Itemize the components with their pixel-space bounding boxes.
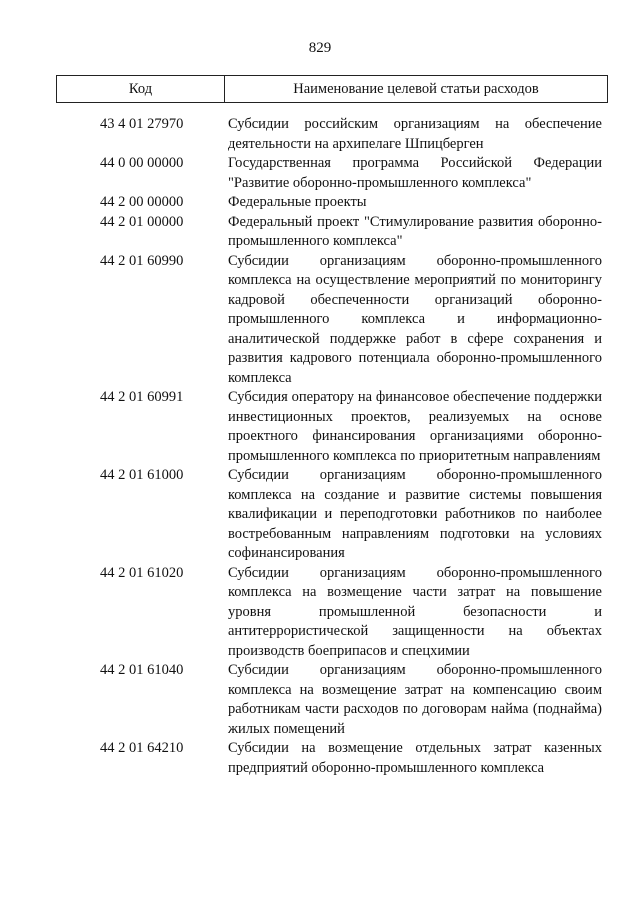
row-name: Субсидии организациям оборонно-промышленного комплекса на создание и развитие системы повышения квалификации и переподготовки работников по наиболее востребованным направлениям подготовки на условиях софинансирования — [228, 467, 602, 561]
row-name: Федеральные проекты — [228, 194, 367, 210]
row-name: Государственная программа Российской Федерации "Развитие оборонно-промышленного комплекса" — [228, 155, 602, 191]
row-code: 44 2 01 61020 — [100, 564, 184, 581]
table-row — [0, 564, 640, 662]
row-code: 44 0 00 00000 — [100, 155, 184, 171]
table-row — [0, 466, 640, 564]
row-code: 44 2 01 61040 — [100, 662, 184, 678]
row-code: 44 2 01 00000 — [100, 213, 184, 230]
row-name: Федеральный проект "Стимулирование развития оборонно-промышленного комплекса" — [228, 213, 602, 249]
header-name: Наименование целевой статьи расходов — [293, 80, 539, 97]
row-name: Субсидии организациям оборонно-промышленного комплекса на возмещение части затрат на повышение уровня промышленной безопасности и антитеррористической защищенности на объектах производств боеприпасов и спецхимии — [228, 564, 602, 659]
table-row — [0, 388, 640, 466]
row-code: 43 4 01 27970 — [100, 116, 184, 132]
header-code: Код — [57, 76, 225, 102]
table-row — [0, 661, 640, 739]
row-name: Субсидии организациям оборонно-промышленного комплекса на осуществление мероприятий по мониторингу кадровой обеспеченности организаций оборонно-промышленного комплекса и информационно-аналитической поддержке работ в сфере сохранения и развития кадрового потенциала оборонно-промышленного комплекса — [228, 252, 602, 386]
table-row — [0, 193, 640, 213]
row-code: 44 2 01 60991 — [100, 389, 184, 405]
row-name: Субсидии организациям оборонно-промышленного комплекса на возмещение затрат на компенсацию своим работникам части расходов по договорам найма (поднайма) жилых помещений — [228, 662, 602, 737]
page-number: 829 — [308, 40, 332, 56]
row-code: 44 2 01 60990 — [100, 252, 184, 269]
table-row — [0, 213, 640, 252]
row-code: 44 2 01 64210 — [100, 740, 184, 756]
row-name: Субсидия оператору на финансовое обеспечение поддержки инвестиционных проектов, реализуемых на основе проектного финансирования организациями оборонно-промышленного комплекса по приоритетным направлениям — [228, 389, 602, 464]
table-row — [0, 115, 640, 154]
row-code: 44 2 01 61000 — [100, 467, 184, 483]
table-row — [0, 154, 640, 193]
table-row — [0, 252, 640, 389]
row-name: Субсидии российским организациям на обеспечение деятельности на архипелаге Шпицберген — [228, 116, 602, 152]
row-code: 44 2 00 00000 — [100, 194, 184, 210]
row-name: Субсидии на возмещение отдельных затрат казенных предприятий оборонно-промышленного комплекса — [228, 740, 602, 776]
table-header — [56, 75, 608, 103]
table-body — [0, 115, 640, 778]
table-row — [0, 739, 640, 778]
